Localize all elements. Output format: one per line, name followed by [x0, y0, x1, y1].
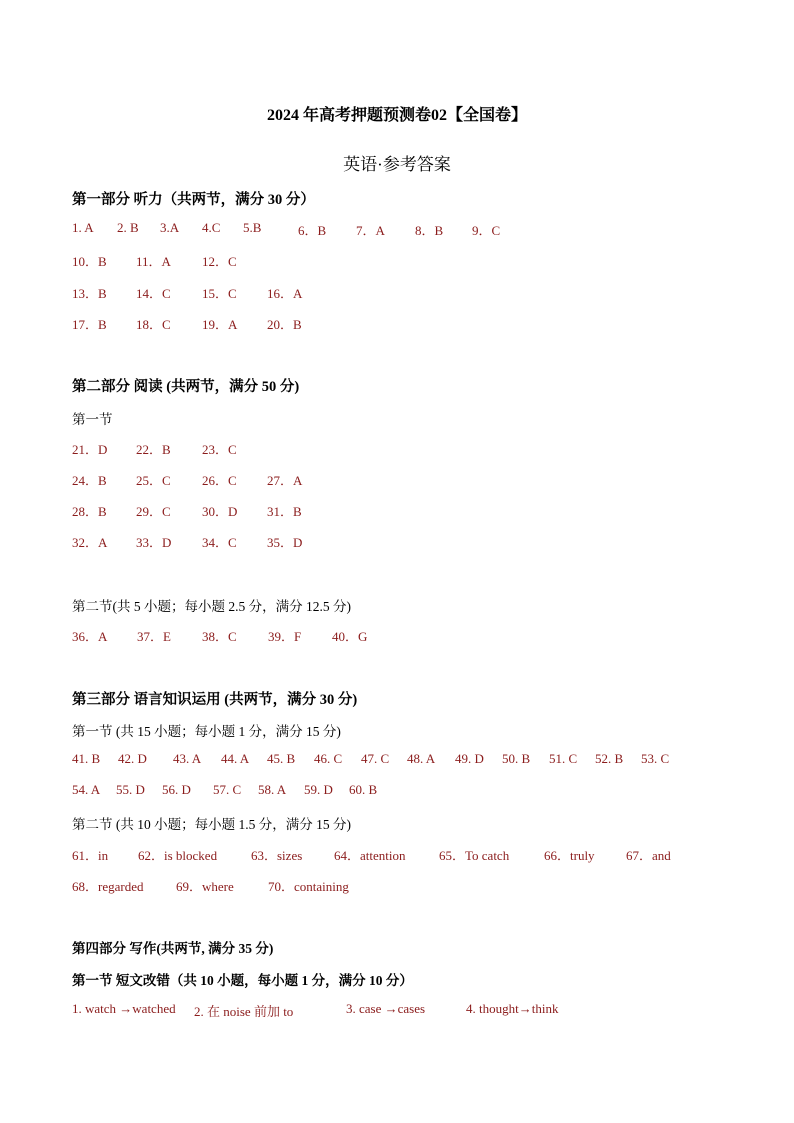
- answer-item: 11．A: [136, 254, 171, 269]
- answer-item: 27．A: [267, 473, 303, 488]
- answer-item: 16．A: [267, 286, 303, 301]
- answer-item: 6．B: [298, 223, 327, 238]
- answer-item: 7．A: [356, 223, 385, 238]
- answer-item: 47. C: [361, 751, 390, 766]
- answer-item: 13．B: [72, 286, 107, 301]
- answer-item: 21．D: [72, 442, 108, 457]
- answer-item: 29．C: [136, 504, 171, 519]
- answer-item: 45. B: [267, 751, 296, 766]
- answer-item: 65．To catch: [439, 848, 510, 863]
- part4-heading: 第四部分 写作(共两节, 满分 35 分): [72, 941, 274, 956]
- part2-section2-label: 第二节(共 5 小题；每小题 2.5 分，满分 12.5 分): [72, 599, 351, 614]
- answer-item: 39．F: [268, 629, 302, 644]
- answer-item: 67．and: [626, 848, 671, 863]
- answer-item: 44. A: [221, 751, 250, 766]
- answer-item: 56. D: [162, 782, 191, 797]
- answer-item: 50. B: [502, 751, 531, 766]
- part4-section1-label: 第一节 短文改错（共 10 小题，每小题 1 分，满分 10 分）: [72, 973, 413, 988]
- answer-item: 51. C: [549, 751, 578, 766]
- answer-item: 1. A: [72, 220, 94, 235]
- answer-item: 66．truly: [544, 848, 595, 863]
- answer-item: 3.A: [160, 220, 180, 235]
- answer-item: 10．B: [72, 254, 107, 269]
- answer-item: 55. D: [116, 782, 145, 797]
- answer-item: 23．C: [202, 442, 237, 457]
- answer-item: 64．attention: [334, 848, 406, 863]
- correction-item: 1. watch →watched: [72, 1001, 176, 1016]
- answer-item: 8．B: [415, 223, 444, 238]
- answer-item: 41. B: [72, 751, 101, 766]
- answer-item: 15．C: [202, 286, 237, 301]
- answer-item: 48. A: [407, 751, 436, 766]
- part3-section2-label: 第二节 (共 10 小题；每小题 1.5 分，满分 15 分): [72, 817, 351, 832]
- answer-item: 62．is blocked: [138, 848, 218, 863]
- answer-item: 9．C: [472, 223, 501, 238]
- answer-item: 58. A: [258, 782, 287, 797]
- answer-item: 22．B: [136, 442, 171, 457]
- answer-item: 68．regarded: [72, 879, 144, 894]
- page-subtitle: 英语·参考答案: [343, 155, 451, 174]
- answer-item: 53. C: [641, 751, 670, 766]
- correction-item: 4. thought→think: [466, 1001, 559, 1016]
- answer-item: 17．B: [72, 317, 107, 332]
- answer-item: 32．A: [72, 535, 108, 550]
- part2-section1-label: 第一节: [72, 412, 113, 427]
- correction-item: 3. case →cases: [346, 1001, 426, 1016]
- part1-heading: 第一部分 听力（共两节，满分 30 分）: [72, 192, 315, 208]
- answer-item: 40．G: [332, 629, 368, 644]
- answer-item: 43. A: [173, 751, 202, 766]
- answer-item: 18．C: [136, 317, 171, 332]
- page-title: 2024 年高考押题预测卷02【全国卷】: [266, 107, 527, 124]
- answer-item: 54. A: [72, 782, 101, 797]
- answer-item: 2. B: [117, 220, 139, 235]
- answer-item: 24．B: [72, 473, 107, 488]
- answer-item: 57. C: [213, 782, 242, 797]
- answer-item: 14．C: [136, 286, 171, 301]
- answer-item: 42. D: [118, 751, 147, 766]
- answer-item: 63．sizes: [251, 848, 303, 863]
- part2-heading: 第二部分 阅读 (共两节，满分 50 分): [72, 379, 300, 395]
- answer-item: 37．E: [137, 629, 171, 644]
- part3-section1-label: 第一节 (共 15 小题；每小题 1 分，满分 15 分): [72, 724, 341, 739]
- answer-item: 19．A: [202, 317, 238, 332]
- answer-item: 12．C: [202, 254, 237, 269]
- answer-item: 31．B: [267, 504, 302, 519]
- answer-item: 30．D: [202, 504, 238, 519]
- answer-item: 36．A: [72, 629, 108, 644]
- answer-item: 59. D: [304, 782, 333, 797]
- answer-item: 26．C: [202, 473, 237, 488]
- answer-item: 70．containing: [268, 879, 349, 894]
- answer-item: 20．B: [267, 317, 302, 332]
- answer-item: 38．C: [202, 629, 237, 644]
- answer-item: 5.B: [243, 220, 262, 235]
- answer-item: 60. B: [349, 782, 378, 797]
- answer-item: 35．D: [267, 535, 303, 550]
- part3-heading: 第三部分 语言知识运用 (共两节，满分 30 分): [72, 692, 358, 708]
- correction-item: 2. 在 noise 前加 to: [194, 1004, 294, 1019]
- answer-item: 49. D: [455, 751, 484, 766]
- answer-item: 69．where: [176, 879, 234, 894]
- answer-item: 33．D: [136, 535, 172, 550]
- answer-item: 4.C: [202, 220, 221, 235]
- answer-item: 28．B: [72, 504, 107, 519]
- answer-item: 61．in: [72, 848, 109, 863]
- answer-item: 34．C: [202, 535, 237, 550]
- answer-item: 52. B: [595, 751, 624, 766]
- answer-item: 25．C: [136, 473, 171, 488]
- answer-item: 46. C: [314, 751, 343, 766]
